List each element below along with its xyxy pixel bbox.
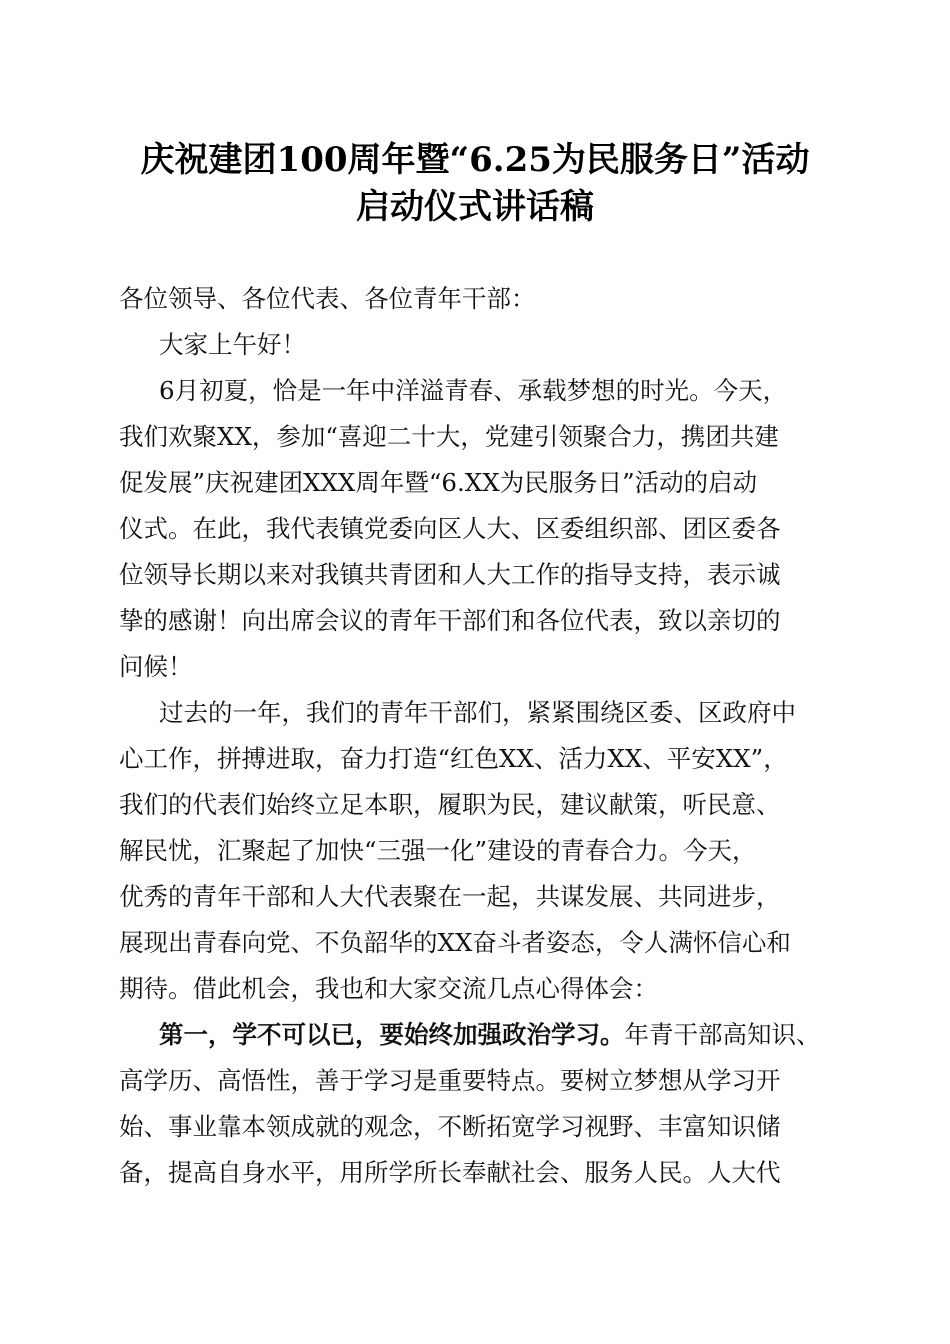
paragraph-2-line: 解民忧，汇聚起了加快“三强一化”建设的青春合力。今天，: [119, 836, 757, 865]
paragraph-3-line: 始、事业靠本领成就的观念，不断拓宽学习视野、丰富知识储: [119, 1112, 781, 1141]
paragraph-1-line: 我们欢聚XX，参加“喜迎二十大，党建引领聚合力，携团共建: [119, 422, 779, 451]
paragraph-2-line: 我们的代表们始终立足本职，履职为民，建议献策，听民意、: [119, 790, 781, 819]
salutation: 各位领导、各位代表、各位青年干部：: [119, 284, 536, 313]
title-line-1: 庆祝建团100周年暨“6.25为民服务日”活动: [140, 140, 810, 180]
speech-body: [119, 276, 839, 1196]
paragraph-1-line: 仪式。在此，我代表镇党委向区人大、区委组织部、团区委各: [119, 514, 781, 543]
paragraph-3-line: 高学历、高悟性，善于学习是重要特点。要树立梦想从学习开: [119, 1066, 781, 1095]
paragraph-1-line: 6月初夏，恰是一年中洋溢青春、承载梦想的时光。今天，: [159, 376, 788, 405]
paragraph-3-heading: 第一，学不可以已，要始终加强政治学习。: [159, 1020, 625, 1049]
paragraph-3-first-rest: 年青干部高知识、: [624, 1020, 821, 1049]
paragraph-2-line: 心工作，拼搏进取，奋力打造“红色XX、活力XX、平安XX”，: [119, 744, 788, 773]
title-line-2: 启动仪式讲话稿: [356, 187, 594, 227]
paragraph-1-line: 位领导长期以来对我镇共青团和人大工作的指导支持，表示诚: [119, 560, 781, 589]
paragraph-2-line: 优秀的青年干部和人大代表聚在一起，共谋发展、共同进步，: [119, 882, 781, 911]
paragraph-2-line: 过去的一年，我们的青年干部们，紧紧围绕区委、区政府中: [159, 698, 796, 727]
paragraph-3-line: 备，提高自身水平，用所学所长奉献社会、服务人民。人大代: [119, 1158, 781, 1187]
paragraph-1-line: 促发展”庆祝建团XXX周年暨“6.XX为民服务日”活动的启动: [119, 468, 758, 497]
paragraph-3-first-line: [119, 1012, 839, 1058]
greeting: 大家上午好！: [159, 330, 306, 359]
paragraph-1-line: 问候！: [119, 652, 193, 681]
paragraph-1-line: 挚的感谢！向出席会议的青年干部们和各位代表，致以亲切的: [119, 606, 781, 635]
paragraph-2-line: 期待。借此机会，我也和大家交流几点心得体会：: [119, 974, 658, 1003]
paragraph-2-line: 展现出青春向党、不负韶华的XX奋斗者姿态，令人满怀信心和: [119, 928, 791, 957]
